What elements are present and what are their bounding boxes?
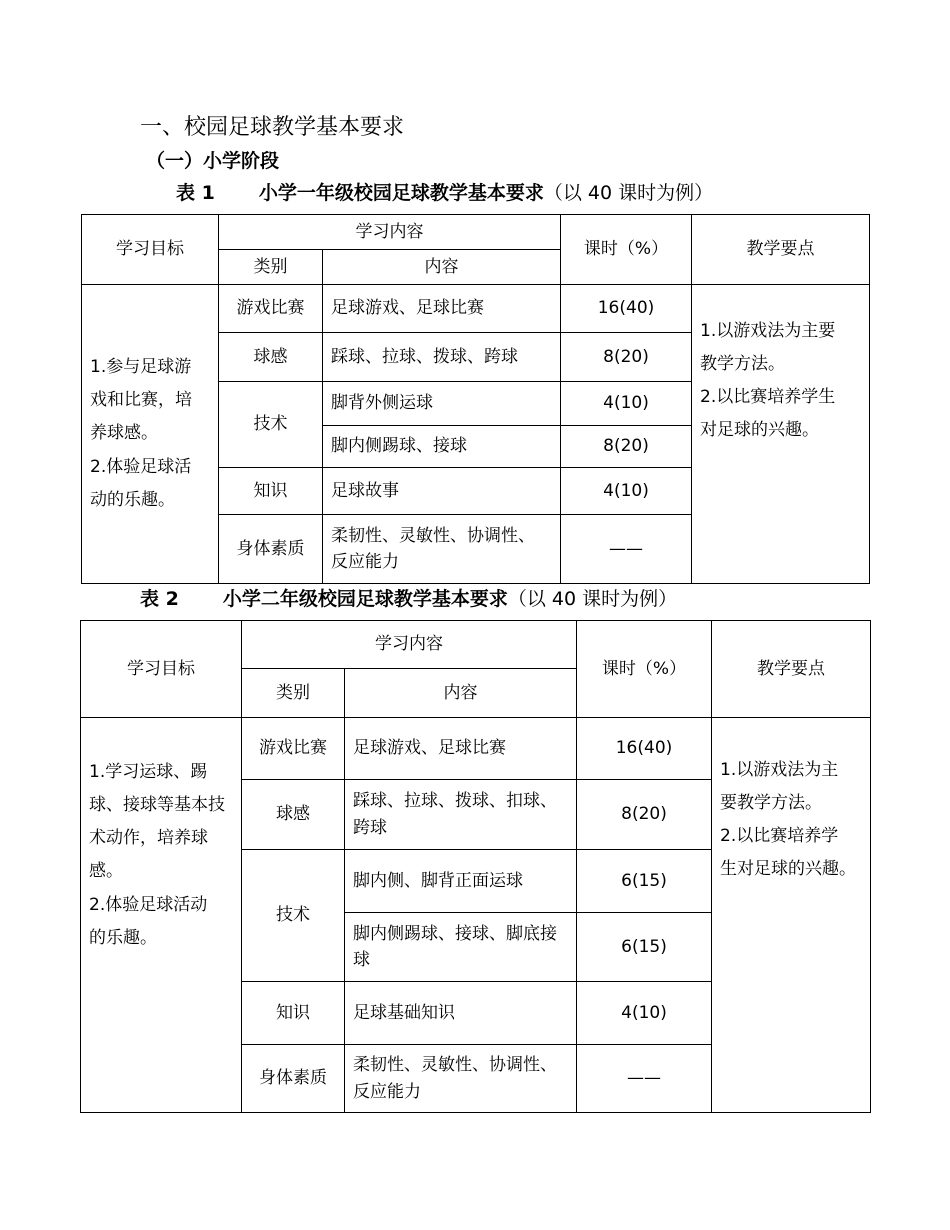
- header-hours: 课时（%）: [561, 215, 692, 285]
- goal-line: 1.参与足球游: [90, 357, 192, 378]
- table1-caption-title: 小学一年级校园足球教学基本要求: [258, 182, 544, 204]
- goal-line: 球、接球等基本技: [89, 795, 225, 816]
- hours-cell: ——: [561, 515, 692, 584]
- category-cell: 知识: [242, 982, 345, 1045]
- points-cell: [712, 718, 871, 1113]
- table1-caption-note: （以 40 课时为例）: [543, 182, 714, 204]
- content-cell: 脚内侧、脚背正面运球: [345, 850, 577, 913]
- content-line: 球: [353, 950, 370, 970]
- header-detail: 内容: [323, 250, 561, 285]
- points-line: 对足球的兴趣。: [700, 420, 819, 441]
- category-cell: 游戏比赛: [242, 718, 345, 780]
- content-cell: 足球游戏、足球比赛: [323, 285, 561, 333]
- subsection-heading: （一）小学阶段: [146, 150, 280, 172]
- content-cell: 脚内侧踢球、接球: [323, 426, 561, 468]
- table1-caption-label: 表 1: [176, 182, 215, 204]
- goal-line: 术动作，培养球: [89, 828, 208, 849]
- table-row: [81, 718, 871, 780]
- goal-cell: [81, 718, 242, 1113]
- table2-caption: [140, 584, 677, 611]
- table-header-row: [81, 621, 871, 669]
- table2-caption-label: 表 2: [140, 588, 179, 610]
- hours-cell: 4(10): [561, 468, 692, 515]
- hours-cell: 6(15): [577, 913, 712, 982]
- header-goal: 学习目标: [81, 621, 242, 718]
- points-line: 2.以比赛培养学: [720, 826, 839, 847]
- content-line: 踩球、拉球、拨球、扣球、: [353, 791, 557, 812]
- header-content: 学习内容: [242, 621, 577, 669]
- category-cell: 技术: [219, 382, 323, 468]
- points-cell: [692, 285, 870, 584]
- hours-cell: 6(15): [577, 850, 712, 913]
- content-cell: 足球游戏、足球比赛: [345, 718, 577, 780]
- table1-caption: [176, 178, 713, 205]
- content-cell: 足球基础知识: [345, 982, 577, 1045]
- header-points: 教学要点: [712, 621, 871, 718]
- hours-cell: 4(10): [577, 982, 712, 1045]
- header-goal: 学习目标: [82, 215, 219, 285]
- category-cell: 球感: [242, 780, 345, 850]
- category-cell: 知识: [219, 468, 323, 515]
- hours-cell: 16(40): [561, 285, 692, 333]
- table2-caption-note: （以 40 课时为例）: [507, 588, 678, 610]
- hours-cell: 16(40): [577, 718, 712, 780]
- header-category: 类别: [242, 669, 345, 718]
- table1: [81, 214, 870, 584]
- content-cell: [323, 515, 561, 584]
- points-line: 生对足球的兴趣。: [720, 859, 856, 880]
- points-line: 教学方法。: [700, 354, 785, 375]
- hours-cell: 4(10): [561, 382, 692, 426]
- goal-line: 养球感。: [90, 423, 158, 444]
- table2: [80, 620, 871, 1113]
- hours-cell: 8(20): [561, 426, 692, 468]
- content-cell: [345, 913, 577, 982]
- content-cell: 足球故事: [323, 468, 561, 515]
- header-points: 教学要点: [692, 215, 870, 285]
- category-cell: 身体素质: [219, 515, 323, 584]
- goal-line: 感。: [89, 861, 123, 882]
- points-line: 1.以游戏法为主: [720, 760, 839, 780]
- content-line: 反应能力: [353, 1081, 421, 1102]
- table-row: [82, 285, 870, 333]
- table2-caption-title: 小学二年级校园足球教学基本要求: [222, 588, 508, 610]
- points-line: 要教学方法。: [720, 793, 822, 814]
- category-cell: 游戏比赛: [219, 285, 323, 333]
- points-line: 1.以游戏法为主要: [700, 321, 836, 341]
- content-cell: 踩球、拉球、拨球、跨球: [323, 333, 561, 382]
- goal-line: 的乐趣。: [89, 927, 157, 948]
- table-header-row: [82, 215, 870, 250]
- content-cell: 脚背外侧运球: [323, 382, 561, 426]
- goal-line: 2.体验足球活: [90, 456, 192, 477]
- content-cell: [345, 1045, 577, 1113]
- hours-cell: 8(20): [577, 780, 712, 850]
- category-cell: 身体素质: [242, 1045, 345, 1113]
- goal-line: 戏和比赛，培: [90, 390, 192, 411]
- goal-line: 2.体验足球活动: [89, 894, 208, 915]
- hours-cell: ——: [577, 1045, 712, 1113]
- points-line: 2.以比赛培养学生: [700, 387, 836, 408]
- content-line: 脚内侧踢球、接球、脚底接: [353, 923, 557, 944]
- goal-cell: [82, 285, 219, 584]
- header-detail: 内容: [345, 669, 577, 718]
- hours-cell: 8(20): [561, 333, 692, 382]
- content-line: 柔韧性、灵敏性、协调性、: [353, 1055, 557, 1076]
- content-line: 反应能力: [331, 552, 399, 572]
- goal-line: 动的乐趣。: [90, 489, 175, 510]
- content-line: 跨球: [353, 817, 387, 838]
- header-category: 类别: [219, 250, 323, 285]
- content-line: 柔韧性、灵敏性、协调性、: [331, 525, 535, 546]
- section-heading: 一、校园足球教学基本要求: [140, 115, 405, 140]
- category-cell: 技术: [242, 850, 345, 982]
- category-cell: 球感: [219, 333, 323, 382]
- header-content: 学习内容: [219, 215, 561, 250]
- header-hours: 课时（%）: [577, 621, 712, 718]
- content-cell: [345, 780, 577, 850]
- goal-line: 1.学习运球、踢: [89, 762, 208, 782]
